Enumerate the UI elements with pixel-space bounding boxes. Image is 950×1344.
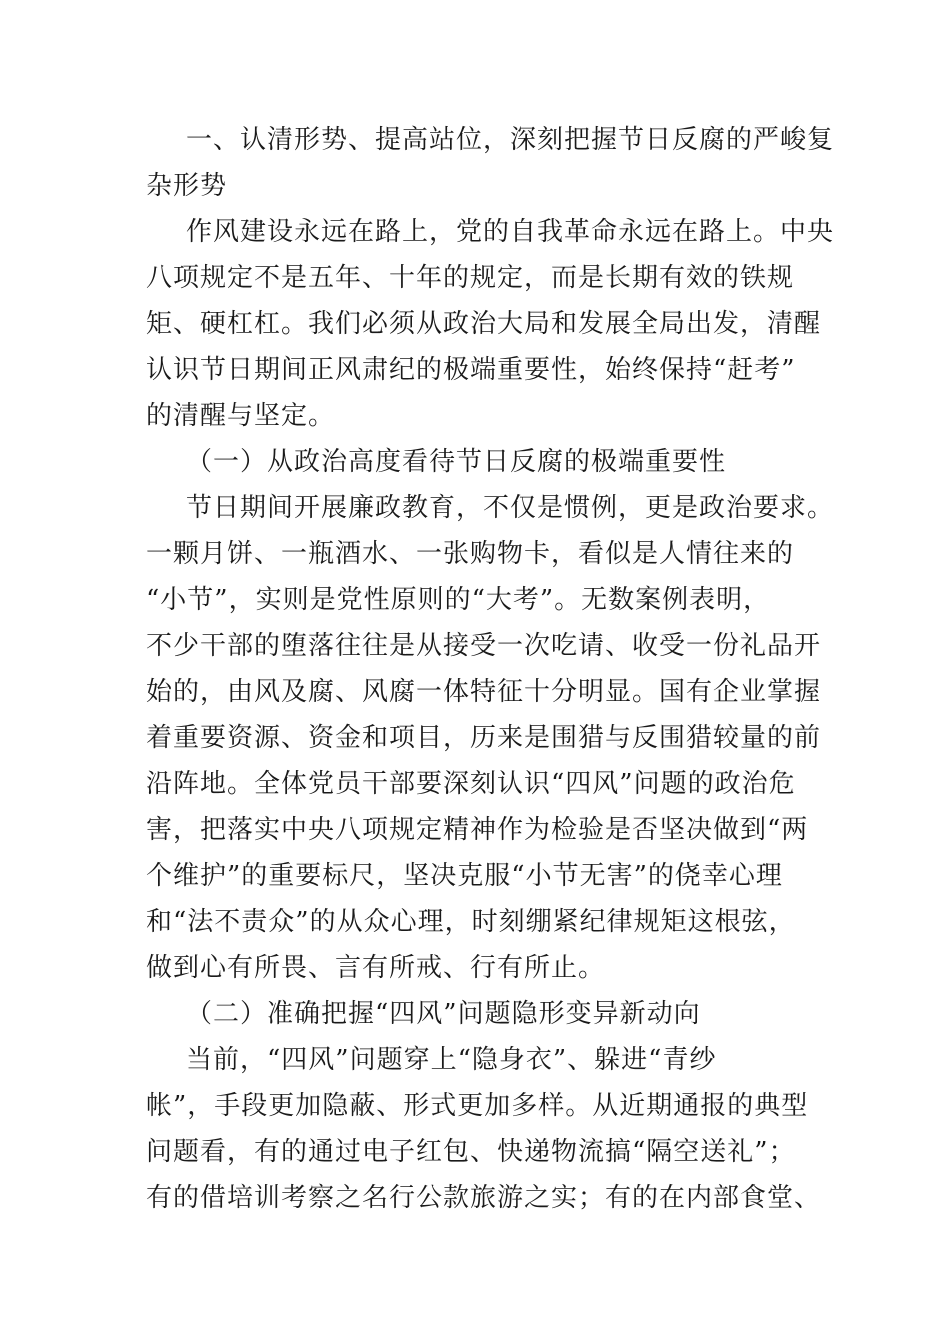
paragraph-line: 认识节日期间正风肃纪的极端重要性，始终保持“赶考”	[146, 355, 796, 385]
paragraph-line: 始的，由风及腐、风腐一体特征十分明显。国有企业掌握	[146, 677, 822, 707]
paragraph-line: 害，把落实中央八项规定精神作为检验是否坚决做到“两	[146, 815, 809, 845]
section-heading-line: 杂形势	[146, 171, 228, 201]
subsection-heading-line: （一）从政治高度看待节日反腐的极端重要性	[186, 447, 727, 477]
paragraph-line: 八项规定不是五年、十年的规定，而是长期有效的铁规	[146, 263, 795, 293]
section-heading-line: 一、认清形势、提高站位，深刻把握节日反腐的严峻复	[186, 125, 835, 155]
subsection-heading-line: （二）准确把握“四风”问题隐形变异新动向	[186, 999, 701, 1029]
paragraph-line: 的清醒与坚定。	[146, 401, 336, 431]
paragraph-line: 个维护”的重要标尺，坚决克服“小节无害”的侥幸心理	[146, 861, 783, 891]
paragraph-line: 沿阵地。全体党员干部要深刻认识“四风”问题的政治危	[146, 769, 796, 799]
document-body	[146, 117, 835, 1221]
paragraph-line: 和“法不责众”的从众心理，时刻绷紧纪律规矩这根弦，	[146, 907, 796, 937]
paragraph-line: 一颗月饼、一瓶酒水、一张购物卡，看似是人情往来的	[146, 539, 795, 569]
paragraph-line: “小节”，实则是党性原则的“大考”。无数案例表明，	[146, 585, 771, 615]
paragraph-line: 不少干部的堕落往往是从接受一次吃请、收受一份礼品开	[146, 631, 822, 661]
paragraph-line: 做到心有所畏、言有所戒、行有所止。	[146, 953, 606, 983]
paragraph-line: 帐”，手段更加隐蔽、形式更加多样。从近期通报的典型	[146, 1091, 809, 1121]
paragraph-line: 问题看，有的通过电子红包、快递物流搞“隔空送礼”；	[146, 1137, 796, 1167]
paragraph-line: 有的借培训考察之名行公款旅游之实；有的在内部食堂、	[146, 1183, 822, 1213]
paragraph-line: 矩、硬杠杠。我们必须从政治大局和发展全局出发，清醒	[146, 309, 822, 339]
paragraph-line: 着重要资源、资金和项目，历来是围猎与反围猎较量的前	[146, 723, 822, 753]
paragraph-line: 作风建设永远在路上，党的自我革命永远在路上。中央	[186, 217, 835, 247]
paragraph-line: 当前，“四风”问题穿上“隐身衣”、躲进“青纱	[186, 1045, 717, 1075]
paragraph-line: 节日期间开展廉政教育，不仅是惯例，更是政治要求。	[186, 493, 835, 523]
